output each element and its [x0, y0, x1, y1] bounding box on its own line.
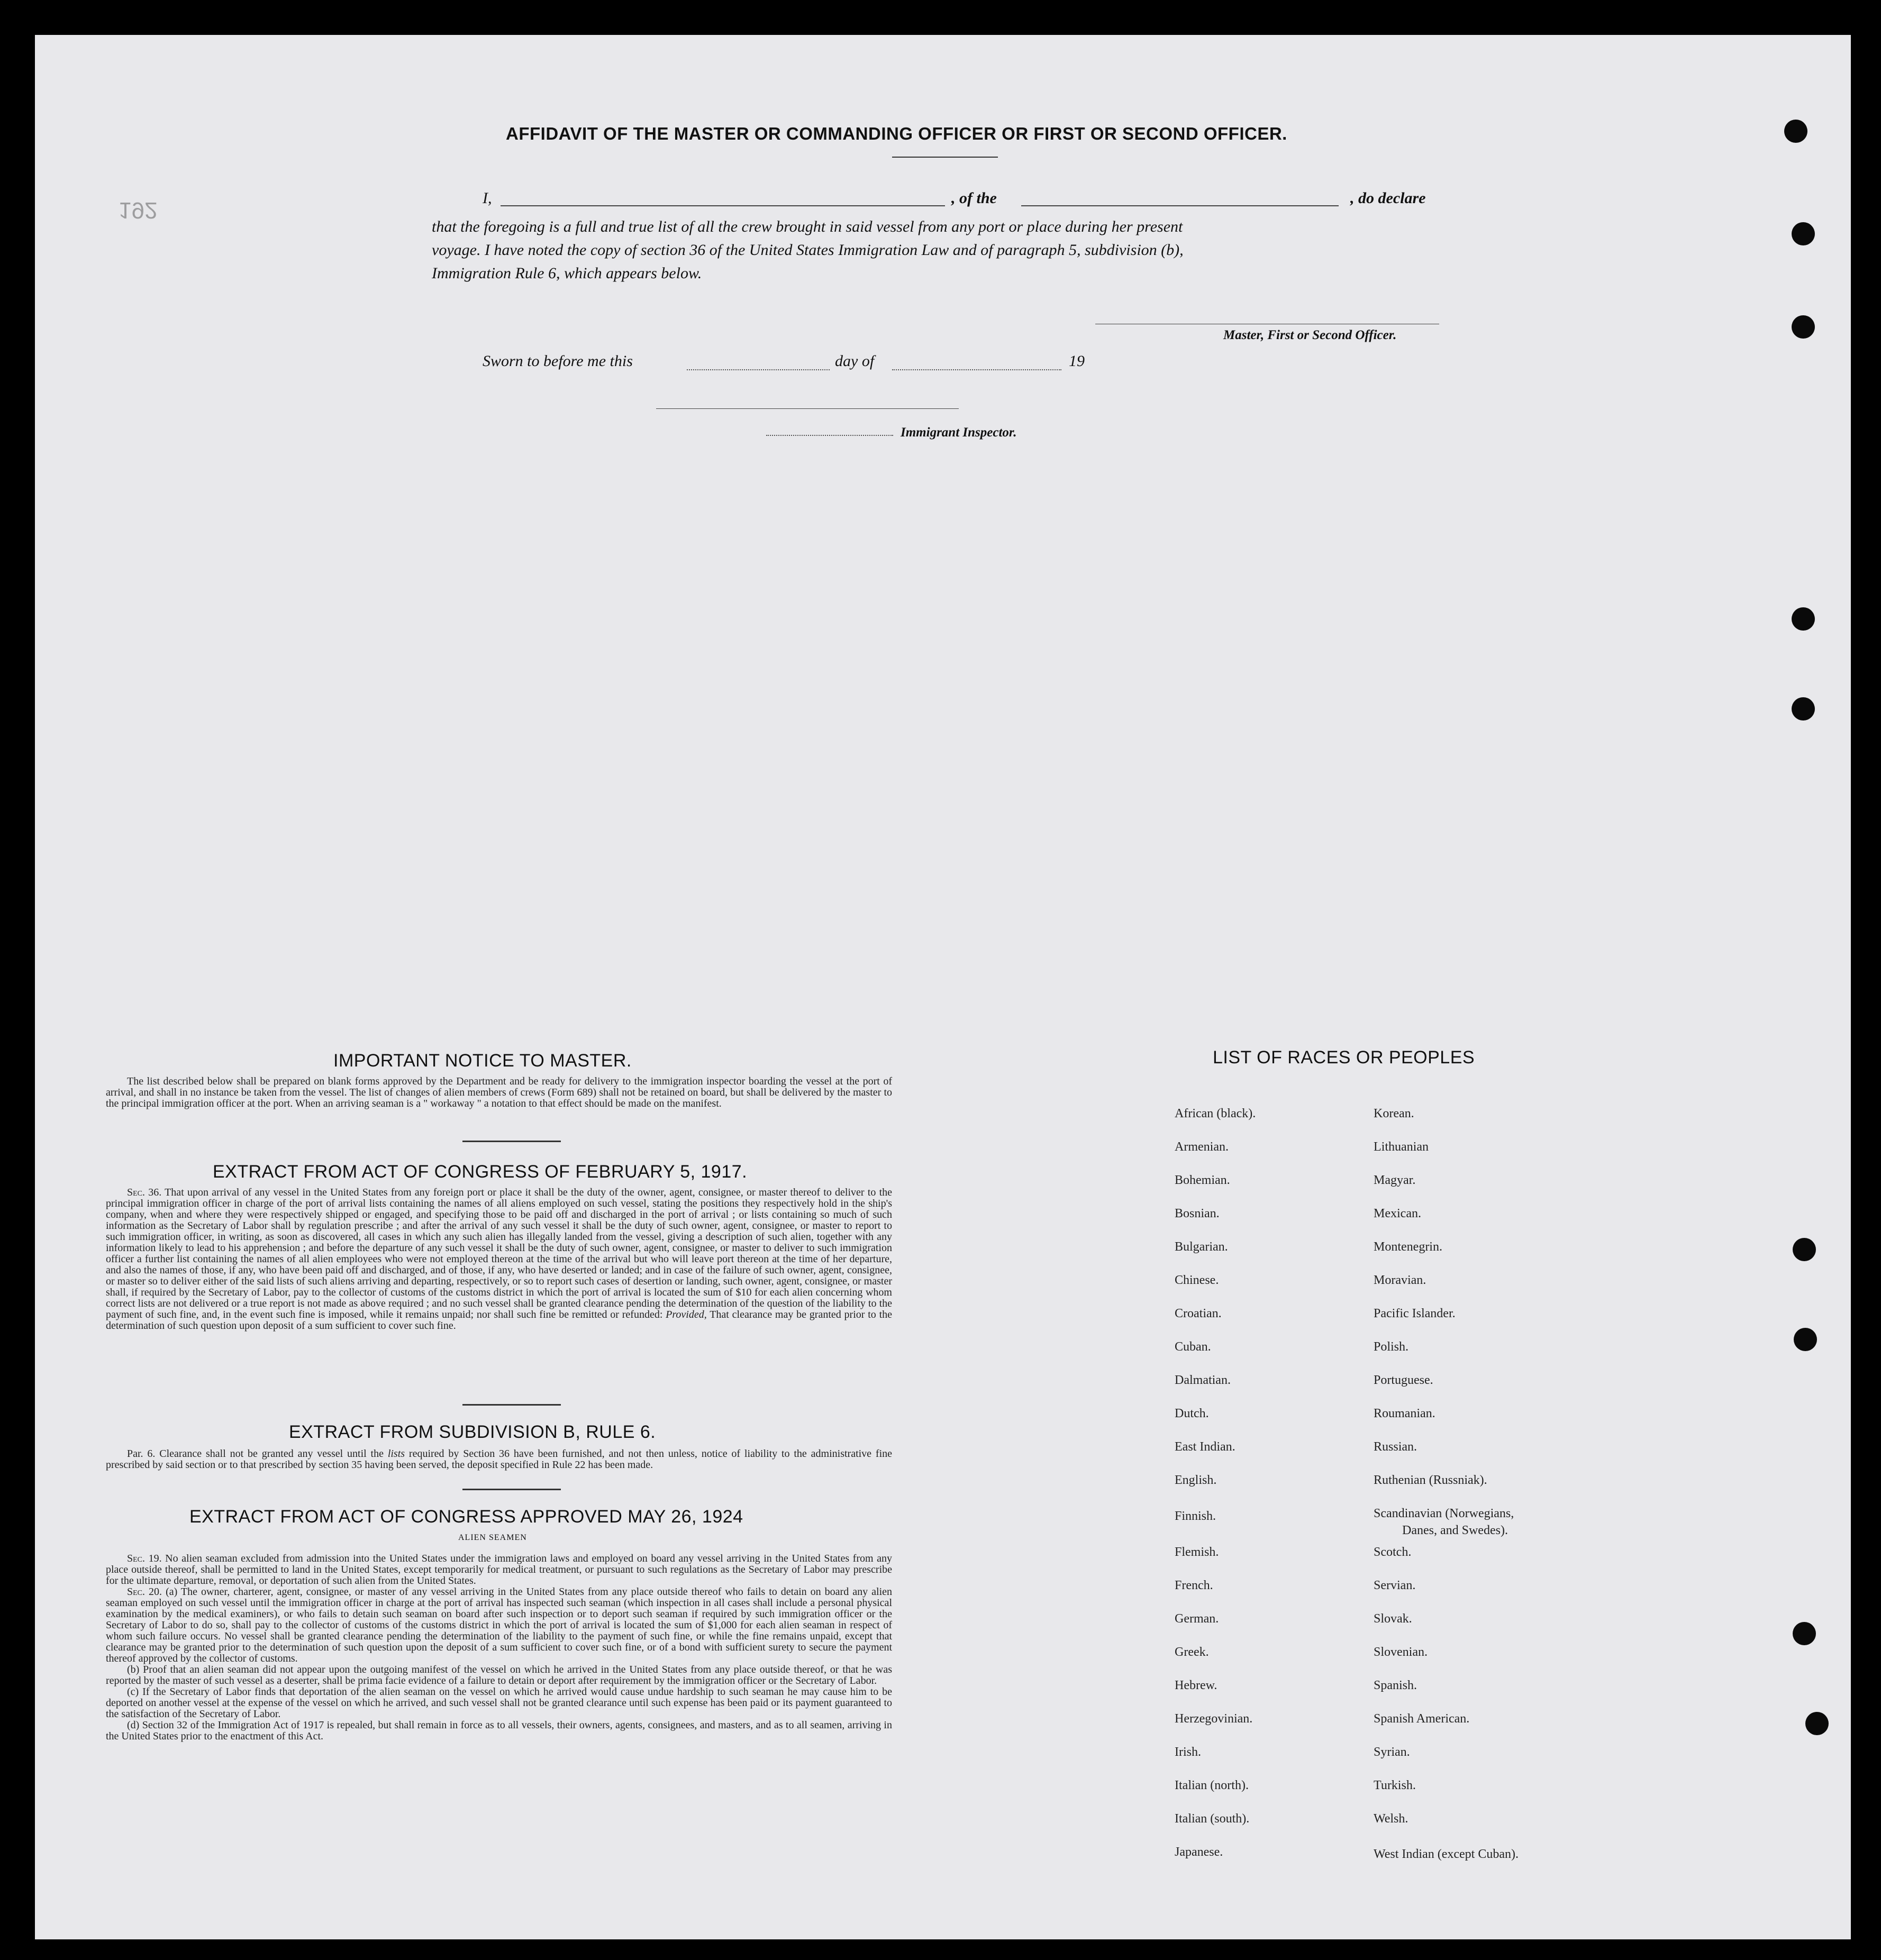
- sec20c-text: (c) If the Secretary of Labor finds that deportation of the alien seaman on the vessel on which he arrived would cause undue hardship to such seaman he may cause him to be deported on another vessel at the expense of the vessel on which he arrived, and such vessel shall not be granted clearance until such expense has been paid or its payment guaranteed to the satisfaction of the Secretary of Labor.: [106, 1686, 892, 1720]
- binder-hole-9: [1805, 1712, 1829, 1735]
- race-item: Dutch.: [1175, 1407, 1209, 1420]
- race-item: Irish.: [1175, 1745, 1201, 1759]
- race-item: Croatian.: [1175, 1307, 1222, 1320]
- race-item: Syrian.: [1374, 1745, 1410, 1759]
- binder-hole-5: [1792, 697, 1815, 721]
- race-item: East Indian.: [1175, 1440, 1235, 1454]
- race-item: Turkish.: [1374, 1779, 1416, 1792]
- race-item: West Indian (except Cuban).: [1374, 1847, 1519, 1861]
- race-item: Flemish.: [1175, 1545, 1219, 1559]
- year-label: 19: [1069, 352, 1085, 370]
- extract-rule6-body-a: Par. 6. Clearance shall not be granted any vessel until the: [127, 1448, 384, 1460]
- race-item: Welsh.: [1374, 1812, 1409, 1826]
- binder-hole-3: [1792, 315, 1815, 339]
- affidavit-statement-line1: that the foregoing is a full and true list of all the crew brought in said vessel from any port or place during her present: [432, 218, 1183, 235]
- affidavit-i-label: I,: [483, 189, 492, 207]
- affidavit-do-declare-label: , do declare: [1350, 189, 1426, 207]
- race-item: Magyar.: [1374, 1173, 1416, 1187]
- sec19-label: Sec. 19.: [127, 1553, 162, 1564]
- race-item: French.: [1175, 1579, 1213, 1592]
- race-item: Italian (south).: [1175, 1812, 1250, 1826]
- extract-1917-title: EXTRACT FROM ACT OF CONGRESS OF FEBRUARY 5, 1917.: [213, 1162, 748, 1182]
- race-item: Montenegrin.: [1374, 1240, 1442, 1254]
- race-item: Scotch.: [1374, 1545, 1412, 1559]
- affidavit-title: AFFIDAVIT OF THE MASTER OR COMMANDING OFFICER OR FIRST OR SECOND OFFICER.: [506, 124, 1287, 143]
- binder-hole-8: [1793, 1622, 1816, 1645]
- vessel-field[interactable]: [1021, 205, 1339, 206]
- inspector-name-field[interactable]: [766, 435, 893, 436]
- race-item: Pacific Islander.: [1374, 1307, 1456, 1320]
- race-item-continuation: Danes, and Swedes).: [1402, 1524, 1508, 1537]
- inspector-signature-line[interactable]: [656, 408, 959, 409]
- race-item: Scandinavian (Norwegians,: [1374, 1507, 1514, 1520]
- extract-1924-text: [106, 1553, 892, 1742]
- race-item: Polish.: [1374, 1340, 1409, 1354]
- binder-hole-7: [1794, 1328, 1817, 1351]
- extract-1917-section-label: Sec. 36.: [127, 1187, 162, 1198]
- extract-1917-text: [106, 1187, 892, 1332]
- race-item: Slovak.: [1374, 1612, 1412, 1626]
- race-item: Chinese.: [1175, 1273, 1219, 1287]
- extract-rule6-lists: lists: [387, 1448, 405, 1460]
- sec20b-text: (b) Proof that an alien seaman did not appear upon the outgoing manifest of the vessel on which he arrived in the United States from any place outside thereof, or that he was reported by the master of such vessel as a deserter, shall be prima facie evidence of a failure to detain or deport after requirement by the immigration officer or the Secretary of Labor.: [106, 1664, 892, 1686]
- sec20d-text: (d) Section 32 of the Immigration Act of 1917 is repealed, but shall remain in force as to all vessels, their owners, agents, consignees, and masters, and as to all seamen, arriving in the United States prior to the enactment of this Act.: [106, 1719, 892, 1742]
- extract-1924-title: EXTRACT FROM ACT OF CONGRESS APPROVED MAY 26, 1924: [189, 1507, 743, 1527]
- race-item: African (black).: [1175, 1107, 1256, 1120]
- sworn-month-field[interactable]: [892, 369, 1061, 370]
- sec20-label: Sec. 20.: [127, 1586, 162, 1598]
- race-item: Cuban.: [1175, 1340, 1211, 1354]
- extract-1917-provided: Provided,: [666, 1309, 707, 1320]
- race-item: English.: [1175, 1473, 1217, 1487]
- race-item: Portuguese.: [1374, 1373, 1433, 1387]
- race-item: Japanese.: [1175, 1845, 1223, 1859]
- race-item: Moravian.: [1374, 1273, 1426, 1287]
- race-item: Bulgarian.: [1175, 1240, 1228, 1254]
- race-item: Dalmatian.: [1175, 1373, 1231, 1387]
- race-item: Slovenian.: [1374, 1645, 1428, 1659]
- extract-rule6-divider: [462, 1489, 561, 1490]
- races-title: LIST OF RACES OR PEOPLES: [1213, 1047, 1475, 1068]
- extract-1917-body: That upon arrival of any vessel in the United States from any foreign port or place it shall be the duty of the owner, agent, consignee, or master thereof to deliver to the principal immigration officer in charge of the port of arrival lists containing the names of all aliens employed on such vessel, stating the positions they respectively hold in the ship's company, when and where they were respectively shipped or engaged, and specifying those to be paid off and discharged in the port of arrival ; or lists containing so much of such information as the Secretary of Labor shall by regulation prescribe ; and after the arrival of any such vessel it shall be the duty of such owner, agent, consignee, or master to report to such immigration officer, in writing, as soon as discovered, all cases in which any such alien has illegally landed from the vessel, giving a description of such alien, together with any information likely to lead to his apprehension ; and before the departure of any such vessel it shall be the duty of such owner, agent, consignee, or master to deliver to such immigration officer a further list containing the names of all alien employees who were not employed thereon at the time of the arrival but who will leave port thereon at the time of her departure, and also the names of those, if any, who have been paid off and discharged, and of those, if any, who have deserted or landed; and in case of the failure of such owner, agent, consignee, or master so to deliver either of the said lists of such aliens arriving and departing, respectively, or so to report such cases of desertion or landing, such owner, agent, consignee, or master shall, if required by the Secretary of Labor, pay to the collector of customs of the customs district in which the port of arrival is located the sum of $10 for each alien concerning whom correct lists are not delivered or a true report is not made as above required ; and no such vessel shall be granted clearance pending the determination of the question of the liability to the payment of such fine, and, in the event such fine is imposed, while it remains unpaid; nor shall such fine be remitted or refunded:: [106, 1187, 892, 1320]
- affidavit-title-rule: [892, 157, 998, 158]
- race-item: Herzegovinian.: [1175, 1712, 1253, 1726]
- extract-1924-subtitle: ALIEN SEAMEN: [458, 1533, 527, 1542]
- race-item: Hebrew.: [1175, 1679, 1217, 1692]
- race-item: Italian (north).: [1175, 1779, 1249, 1792]
- notice-text: The list described below shall be prepared on blank forms approved by the Department and be ready for delivery to the immigration inspector boarding the vessel at the port of arrival, and shall in no instance be taken from the vessel. The list of changes of alien members of crews (Form 689) shall not be retained on board, but shall be delivered by the master to the principal immigration officer at the port. When an arriving seaman is a " workaway " a notation to that effect should be made on the manifest.: [106, 1075, 892, 1109]
- extract-1917-divider: [462, 1404, 561, 1406]
- sworn-day-field[interactable]: [687, 369, 830, 370]
- extract-1917-body-end: That clearance may be granted prior to the determination of such question upon deposit of a sum sufficient to cover such fine.: [106, 1309, 893, 1332]
- extract-rule6-title: EXTRACT FROM SUBDIVISION B, RULE 6.: [289, 1422, 656, 1442]
- race-item: Roumanian.: [1374, 1407, 1435, 1420]
- inspector-label: Immigrant Inspector.: [901, 425, 1017, 440]
- name-field[interactable]: [501, 205, 945, 206]
- race-item: Ruthenian (Russniak).: [1374, 1473, 1487, 1487]
- race-item: Russian.: [1374, 1440, 1417, 1454]
- master-signature-label: Master, First or Second Officer.: [1223, 328, 1397, 342]
- notice-title: IMPORTANT NOTICE TO MASTER.: [333, 1051, 632, 1071]
- race-item: Mexican.: [1374, 1207, 1421, 1220]
- race-item: Lithuanian: [1374, 1140, 1429, 1154]
- binder-hole-1: [1784, 120, 1807, 143]
- affidavit-statement-line3: Immigration Rule 6, which appears below.: [432, 265, 702, 282]
- race-item: German.: [1175, 1612, 1219, 1626]
- race-item: Bohemian.: [1175, 1173, 1230, 1187]
- extract-rule6-body-b: required by Section 36 have been furnished, and not then unless, notice of liability to the administrative fine prescribed by said section or to that prescribed by section 35 having been served, the deposit specified in Rule 22 has been made.: [106, 1448, 892, 1471]
- race-item: Bosnian.: [1175, 1207, 1220, 1220]
- race-item: Greek.: [1175, 1645, 1209, 1659]
- binder-hole-4: [1792, 607, 1815, 631]
- stamp-number: 192: [119, 197, 158, 223]
- affidavit-statement-line2: voyage. I have noted the copy of section 36 of the United States Immigration Law and of paragraph 5, subdivision (b),: [432, 241, 1184, 259]
- notice-divider: [462, 1141, 561, 1142]
- sec19-text: No alien seaman excluded from admission into the United States under the immigration laws and employed on board any vessel arriving in the United States from any place outside thereof, shall be permitted to land in the United States, except temporarily for medical treatment, or pursuant to such regulations as the Secretary of Labor may prescribe for the ultimate departure, removal, or deportation of such alien from the United States.: [106, 1553, 893, 1587]
- sworn-label: Sworn to before me this: [483, 352, 633, 370]
- binder-hole-2: [1792, 222, 1815, 245]
- race-item: Korean.: [1374, 1107, 1414, 1120]
- race-item: Finnish.: [1175, 1509, 1216, 1523]
- affidavit-of-the-label: , of the: [951, 189, 997, 207]
- race-item: Spanish.: [1374, 1679, 1417, 1692]
- sec20a-text: (a) The owner, charterer, agent, consignee, or master of any vessel arriving in the United States from any place outside thereof who fails to detain on board any alien seaman employed on such vessel until the immigration officer in charge at the port of arrival has inspected such seaman (which inspection in all cases shall include a personal physical examination by the medical examiners), or who fails to detain such seaman on board after such inspection or to deport such seaman if required by such immigration officer or the Secretary of Labor to do so, shall pay to the collector of customs of the customs district in which the port of arrival is located the sum of $1,000 for each alien seaman in respect of whom such failure occurs. No vessel shall be granted clearance pending the determination of the liability to the payment of such fine, or while the fine remains unpaid, except that clearance may be granted prior to the determination of such question upon the deposit of a sum sufficient to cover such fine, or of a bond with sufficient surety to secure the payment thereof approved by the collector of customs.: [106, 1586, 892, 1664]
- binder-hole-6: [1793, 1238, 1816, 1261]
- race-item: Spanish American.: [1374, 1712, 1470, 1726]
- day-of-label: day of: [835, 352, 875, 370]
- race-item: Servian.: [1374, 1579, 1416, 1592]
- extract-rule6-text: [106, 1448, 892, 1471]
- race-item: Armenian.: [1175, 1140, 1229, 1154]
